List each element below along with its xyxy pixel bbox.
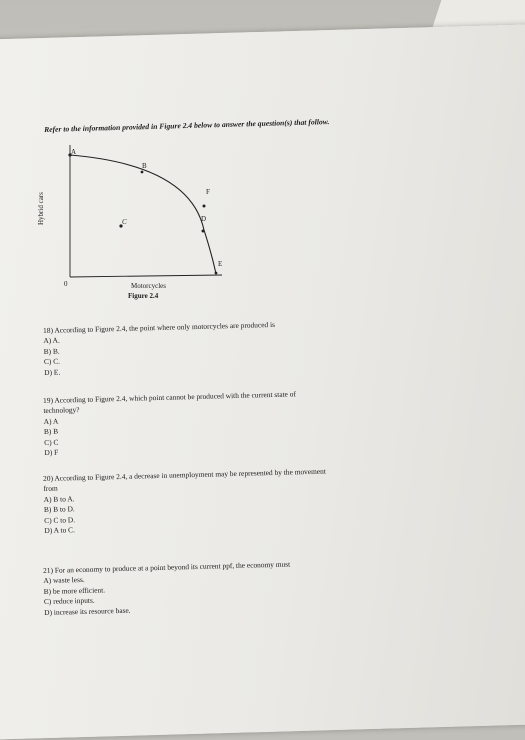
answer-option: B) be more efficient. bbox=[43, 585, 106, 596]
question-text-continued: technology? bbox=[43, 405, 80, 416]
point-e-marker bbox=[215, 272, 218, 275]
point-a-label: A bbox=[71, 148, 77, 156]
x-axis-label: Motorcycles bbox=[131, 282, 166, 290]
question-19 bbox=[43, 389, 297, 458]
answer-option: A) B to A. bbox=[43, 493, 75, 504]
question-text: 18) According to Figure 2.4, the point where only motorcycles are produced is bbox=[43, 319, 276, 335]
question-20 bbox=[43, 467, 327, 537]
figure-title: Figure 2.4 bbox=[128, 292, 159, 300]
question-21 bbox=[43, 560, 291, 618]
question-text: 20) According to Figure 2.4, a decrease in unemployment may be represented by the movement bbox=[43, 466, 326, 483]
point-f-marker bbox=[203, 205, 206, 208]
answer-option: B) B. bbox=[43, 346, 60, 356]
y-axis-label: Hybrid cars bbox=[37, 192, 45, 225]
origin-label: 0 bbox=[64, 280, 68, 288]
answer-option: C) reduce inputs. bbox=[43, 595, 95, 607]
answer-option: D) F bbox=[44, 447, 59, 458]
question-text: 19) According to Figure 2.4, which point cannot be produced with the current state of bbox=[43, 389, 297, 405]
instructions-text: Refer to the information provided in Figure 2.4 below to answer the question(s) that follow. bbox=[44, 117, 330, 134]
answer-option: A) A. bbox=[43, 335, 60, 346]
answer-option: D) increase its resource base. bbox=[44, 605, 131, 617]
answer-option: C) C to D. bbox=[44, 514, 76, 525]
ppf-figure bbox=[40, 140, 300, 320]
answer-option: D) E. bbox=[44, 367, 61, 377]
point-f-label: F bbox=[206, 188, 210, 196]
answer-option: A) A bbox=[43, 416, 59, 426]
point-b-label: B bbox=[142, 162, 147, 170]
answer-option: B) B to D. bbox=[43, 504, 75, 515]
point-e-label: E bbox=[218, 260, 223, 268]
answer-option: B) B bbox=[43, 426, 59, 437]
answer-option: D) A to C. bbox=[44, 525, 75, 536]
point-d-marker bbox=[202, 230, 205, 233]
answer-option: C) C bbox=[44, 437, 59, 447]
question-18 bbox=[43, 320, 276, 378]
point-b-marker bbox=[141, 171, 144, 174]
x-axis bbox=[70, 275, 222, 277]
point-c-label: C bbox=[122, 218, 127, 226]
answer-option: C) C. bbox=[43, 356, 61, 367]
question-text: 21) For an economy to produce at a point beyond its current ppf, the economy must bbox=[43, 559, 291, 575]
ppf-graph bbox=[40, 140, 300, 320]
answer-option: A) waste less. bbox=[43, 575, 85, 586]
point-d-label: D bbox=[201, 215, 207, 223]
question-text-continued: from bbox=[43, 484, 58, 494]
